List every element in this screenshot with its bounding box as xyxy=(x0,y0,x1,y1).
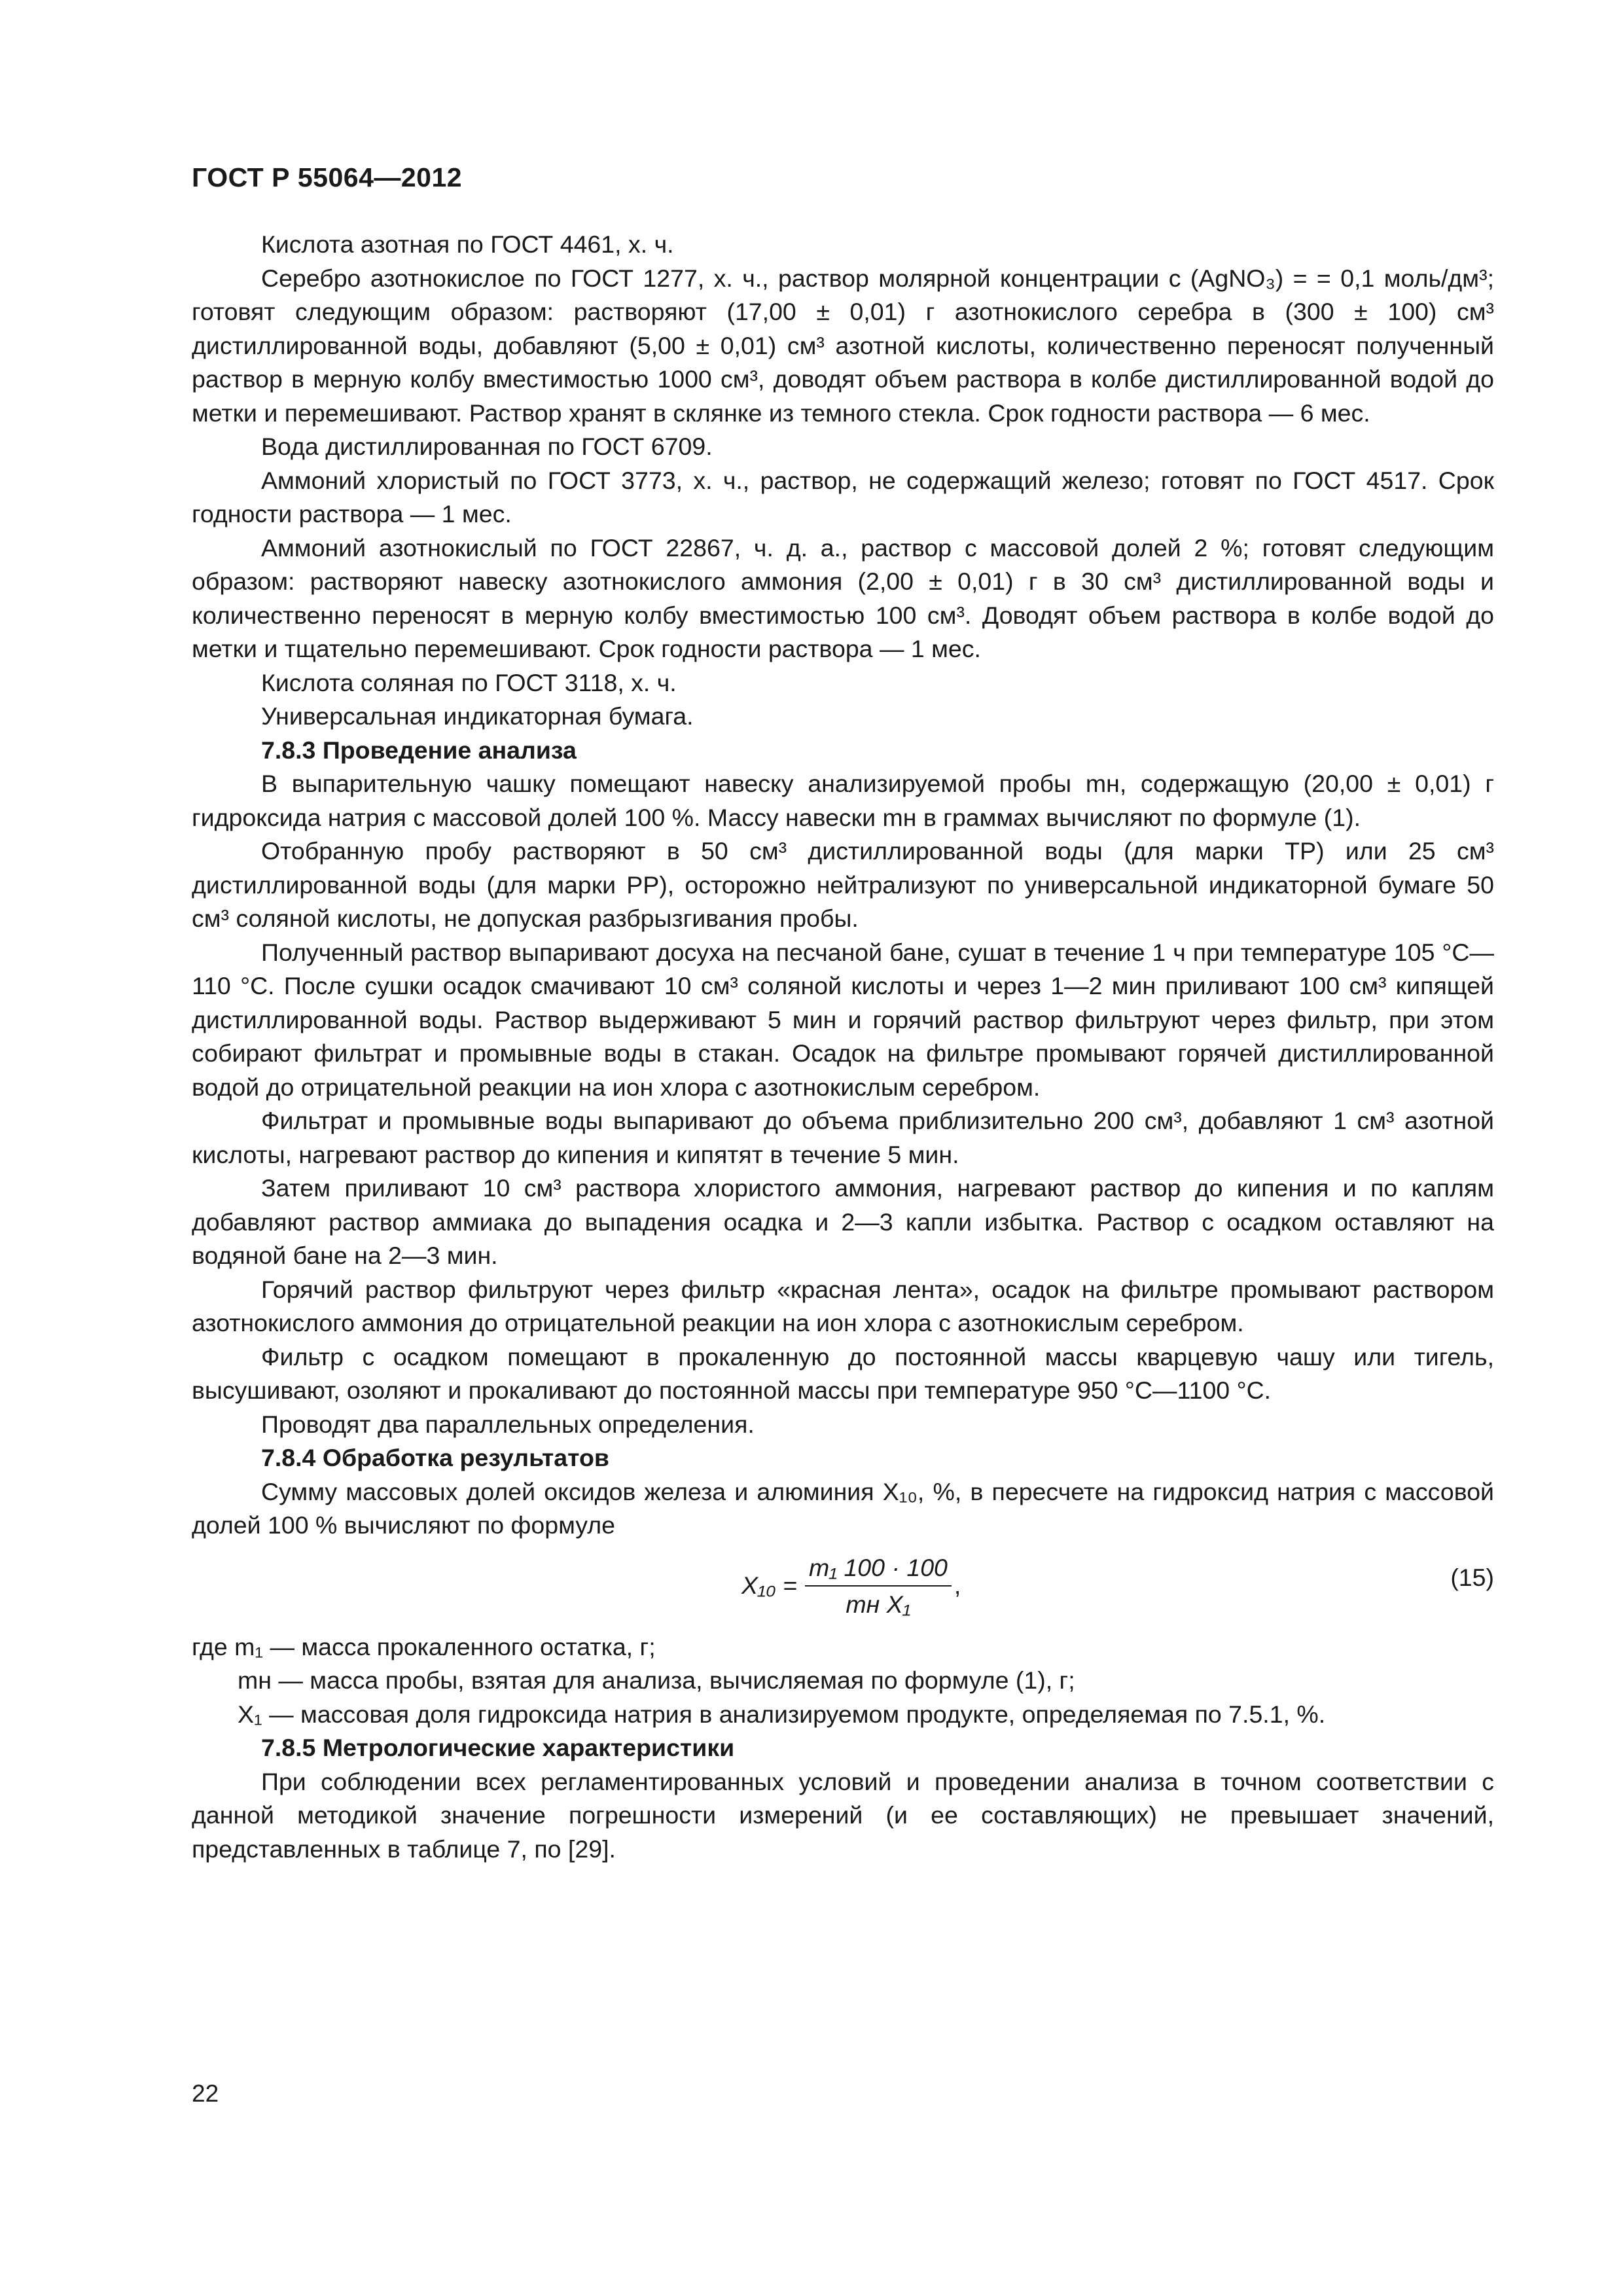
formula xyxy=(741,1547,961,1625)
legend-item: X₁ — массовая доля гидроксида натрия в анализируемом продукте, определяемая по 7.5.1, %. xyxy=(238,1700,1326,1728)
legend-item: mн — масса пробы, взятая для анализа, вычисляемая по формуле (1), г; xyxy=(238,1666,1075,1694)
paragraph: Затем приливают 10 см³ раствора хлористого аммония, нагревают раствор до кипения и по каплям добавляют раствор аммиака до выпадения осадка и 2—3 капли избытка. Раствор с осадком оставляют на водяной бане на 2—3 мин. xyxy=(192,1174,1494,1269)
paragraph: Универсальная индикаторная бумага. xyxy=(261,702,694,730)
page-number: 22 xyxy=(192,2080,219,2107)
paragraph: Кислота соляная по ГОСТ 3118, х. ч. xyxy=(261,668,677,696)
formula-numerator: m₁ 100 · 100 xyxy=(805,1552,952,1587)
paragraph: Проводят два параллельных определения. xyxy=(261,1410,755,1438)
legend-item: где m₁ — масса прокаленного остатка, г; xyxy=(192,1632,656,1660)
paragraph: Горячий раствор фильтруют через фильтр «красная лента», осадок на фильтре промывают раствором азотнокислого аммония до отрицательной реакции на ион хлора с азотнокислым серебром. xyxy=(192,1275,1494,1336)
paragraph: Фильтрат и промывные воды выпаривают до объема приблизительно 200 см³, добавляют 1 см³ азотной кислоты, нагревают раствор до кипения и кипятят в течение 5 мин. xyxy=(192,1107,1494,1168)
paragraph: Вода дистиллированная по ГОСТ 6709. xyxy=(261,433,713,460)
paragraph: Полученный раствор выпаривают досуха на песчаной бане, сушат в течение 1 ч при температуре 105 °С—110 °С. После сушки осадок смачивают 10 см³ соляной кислоты и через 1—2 мин приливают 100 см³ кипящей дистиллированной воды. Раствор выдерживают 5 мин и горячий раствор фильтруют через фильтр, при этом собирают фильтрат и промывные воды в стакан. Осадок на фильтре промывают горячей дистиллированной водой до отрицательной реакции на ион хлора с азотнокислым серебром. xyxy=(192,938,1494,1101)
formula-block xyxy=(192,1547,1494,1630)
section-heading: 7.8.5 Метрологические характеристики xyxy=(261,1734,735,1761)
paragraph: Аммоний азотнокислый по ГОСТ 22867, ч. д. а., раствор с массовой долей 2 %; готовят следующим образом: растворяют навеску азотнокислого аммония (2,00 ± 0,01) г в 30 см³ дистиллированной воды и количественно переносят в мерную колбу вместимостью 100 см³. Доводят объем раствора в колбе водой до метки и тщательно перемешивают. Срок годности раствора — 1 мес. xyxy=(192,533,1494,662)
paragraph: Серебро азотнокислое по ГОСТ 1277, х. ч., раствор молярной концентрации c (AgNO₃) = = 0,1 моль/дм³; готовят следующим образом: растворяют (17,00 ± 0,01) г азотнокислого серебра в (300 ± 100) см³ дистиллированной воды, добавляют (5,00 ± 0,01) см³ азотной кислоты, количественно переносят полученный раствор в мерную колбу вместимостью 1000 см³, доводят объем раствора в колбе дистиллированной водой до метки и перемешивают. Раствор хранят в склянке из темного стекла. Срок годности раствора — 6 мес. xyxy=(192,264,1494,427)
paragraph: Кислота азотная по ГОСТ 4461, х. ч. xyxy=(261,230,674,258)
document-body xyxy=(192,228,1494,1866)
formula-comma: , xyxy=(954,1571,961,1599)
section-heading: 7.8.3 Проведение анализа xyxy=(261,736,577,764)
paragraph: При соблюдении всех регламентированных условий и проведении анализа в точном соответствии с данной методикой значение погрешности измерений (и ее составляющих) не превышает значений, представленных в таблице 7, по [29]. xyxy=(192,1767,1494,1863)
paragraph: В выпарительную чашку помещают навеску анализируемой пробы mн, содержащую (20,00 ± 0,01) г гидроксида натрия с массовой долей 100 %. Массу навески mн в граммах вычисляют по формуле (1). xyxy=(192,770,1494,831)
formula-legend xyxy=(192,1630,1494,1732)
document-header: ГОСТ Р 55064—2012 xyxy=(192,162,463,192)
section-heading: 7.8.4 Обработка результатов xyxy=(261,1444,609,1471)
paragraph: Сумму массовых долей оксидов железа и алюминия X₁₀, %, в пересчете на гидроксид натрия с массовой долей 100 % вычисляют по формуле xyxy=(192,1477,1494,1539)
formula-fraction xyxy=(805,1552,952,1619)
paragraph: Фильтр с осадком помещают в прокаленную до постоянной массы кварцевую чашу или тигель, высушивают, озоляют и прокаливают до постоянной массы при температуре 950 °С—1100 °С. xyxy=(192,1342,1494,1404)
formula-lhs: X₁₀ = xyxy=(741,1571,797,1599)
paragraph: Аммоний хлористый по ГОСТ 3773, х. ч., раствор, не содержащий железо; готовят по ГОСТ 4517. Срок годности раствора — 1 мес. xyxy=(192,466,1494,528)
formula-number: (15) xyxy=(1450,1563,1494,1591)
paragraph: Отобранную пробу растворяют в 50 см³ дистиллированной воды (для марки ТР) или 25 см³ дистиллированной воды (для марки РР), осторожно нейтрализуют по универсальной индикаторной бумаге 50 см³ соляной кислоты, не допуская разбрызгивания пробы. xyxy=(192,837,1494,932)
formula-denominator: mн X₁ xyxy=(846,1590,911,1618)
